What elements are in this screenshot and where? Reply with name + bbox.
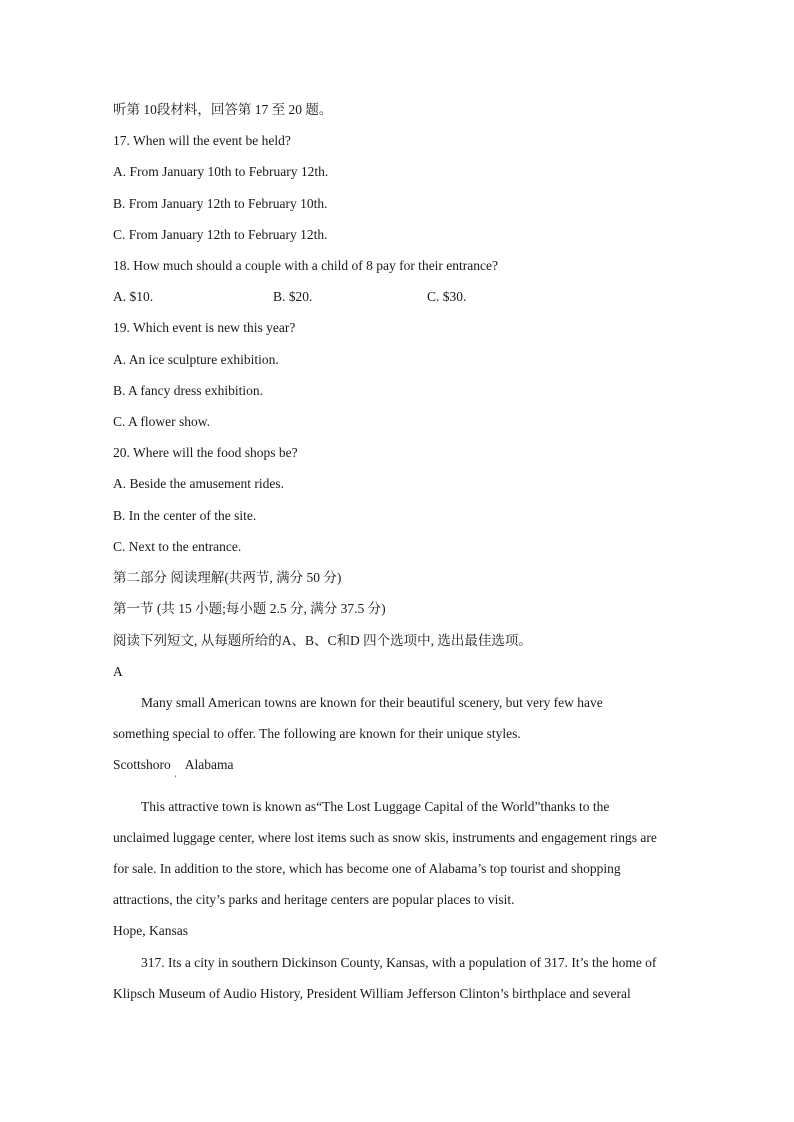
question-19-option-c: C. A flower show. xyxy=(113,414,210,429)
town1-line-2: unclaimed luggage center, where lost items such as snow skis, instruments and engagement rings are xyxy=(113,830,657,845)
town2-line-2: Klipsch Museum of Audio History, President William Jefferson Clinton’s birthplace and several xyxy=(113,986,631,1001)
town1-line-4: attractions, the city’s parks and heritage centers are popular places to visit. xyxy=(113,892,515,907)
town2-heading: Hope, Kansas xyxy=(113,923,188,938)
question-18-options xyxy=(113,288,754,306)
town1-line-3: for sale. In addition to the store, which has become one of Alabama’s top tourist and shopping xyxy=(113,861,621,876)
question-20-stem: 20. Where will the food shops be? xyxy=(113,445,298,460)
question-19-stem: 19. Which event is new this year? xyxy=(113,320,296,335)
town2-line-1: 317. Its a city in southern Dickinson County, Kansas, with a population of 317. It’s the home of xyxy=(141,955,657,970)
question-17-option-c: C. From January 12th to February 12th. xyxy=(113,227,328,242)
question-17-option-a: A. From January 10th to February 12th. xyxy=(113,164,329,179)
section-intro: 听第 10段材料，回答第 17 至 20 题。 xyxy=(113,102,333,117)
town1-mark: ' xyxy=(175,774,177,783)
question-18-stem: 18. How much should a couple with a child of 8 pay for their entrance? xyxy=(113,258,499,273)
passage-label: A xyxy=(113,664,123,679)
town1-heading xyxy=(113,756,754,774)
part2-title: 第二部分 阅读理解(共两节, 满分 50 分) xyxy=(113,570,342,585)
question-20-option-a: A. Beside the amusement rides. xyxy=(113,476,284,491)
part2-section1: 第一节 (共 15 小题;每小题 2.5 分, 满分 37.5 分) xyxy=(113,601,386,616)
town1-line-1: This attractive town is known as“The Lost Luggage Capital of the World”thanks to the xyxy=(141,799,610,814)
passage-intro-line-2: something special to offer. The following are known for their unique styles. xyxy=(113,726,521,741)
question-18-option-a: A. $10. xyxy=(113,289,154,304)
question-20-option-b: B. In the center of the site. xyxy=(113,508,257,523)
part2-instruction: 阅读下列短文, 从每题所给的A、B、C和D 四个选项中, 选出最佳选项。 xyxy=(113,633,532,648)
question-17-stem: 17. When will the event be held? xyxy=(113,133,291,148)
question-19-option-b: B. A fancy dress exhibition. xyxy=(113,383,263,398)
question-18-option-b: B. $20. xyxy=(273,289,313,304)
question-17-option-b: B. From January 12th to February 10th. xyxy=(113,196,328,211)
town1-name: Scottshoro xyxy=(113,757,171,772)
passage-intro-line-1: Many small American towns are known for their beautiful scenery, but very few have xyxy=(141,695,603,710)
question-18-option-c: C. $30. xyxy=(427,289,467,304)
question-20-option-c: C. Next to the entrance. xyxy=(113,539,242,554)
town1-state: Alabama xyxy=(184,757,234,772)
question-19-option-a: A. An ice sculpture exhibition. xyxy=(113,352,279,367)
